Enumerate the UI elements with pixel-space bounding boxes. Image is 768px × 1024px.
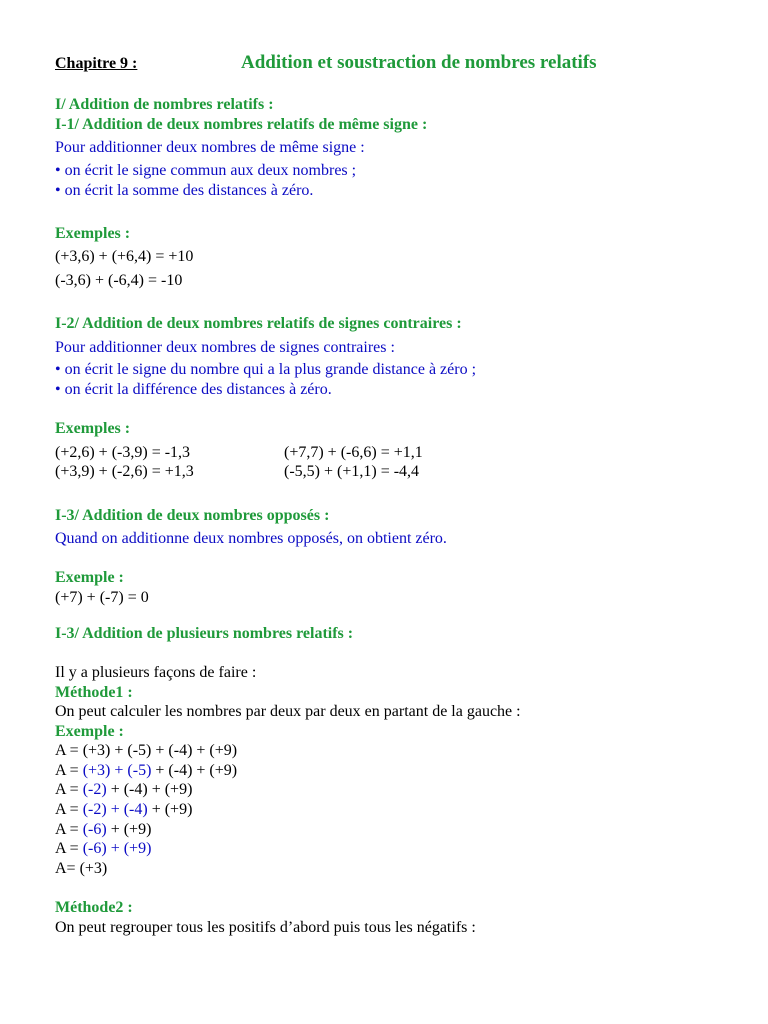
rule-bullet: • on écrit la somme des distances à zéro. xyxy=(55,182,314,199)
highlighted-terms: (-6) xyxy=(82,821,107,838)
highlighted-terms: (-2) + (-4) xyxy=(82,801,148,818)
calc-result: A= (+3) xyxy=(55,860,108,877)
calc-step: A = (-6) + (+9) xyxy=(55,821,152,838)
method2-label: Méthode2 : xyxy=(55,899,133,916)
examples-label: Exemples : xyxy=(55,420,131,437)
calc-step: A = (+3) + (-5) + (-4) + (+9) xyxy=(55,742,238,759)
chapter-label: Chapitre 9 : xyxy=(55,55,138,72)
example-line: (+3,9) + (-2,6) = +1,3 xyxy=(55,463,194,480)
subsection-heading-1-2: I-2/ Addition de deux nombres relatifs de signes contraires : xyxy=(55,315,462,332)
example-line: (-3,6) + (-6,4) = -10 xyxy=(55,272,183,289)
subsection-heading-1-3: I-3/ Addition de deux nombres opposés : xyxy=(55,507,330,524)
rule-intro: Pour additionner deux nombres de même signe : xyxy=(55,139,365,156)
section-heading-1: I/ Addition de nombres relatifs : xyxy=(55,96,274,113)
example-label: Exemple : xyxy=(55,723,124,740)
rule-bullet: • on écrit le signe du nombre qui a la plus grande distance à zéro ; xyxy=(55,361,477,378)
rule-bullet: • on écrit le signe commun aux deux nombres ; xyxy=(55,162,357,179)
examples-label: Exemples : xyxy=(55,225,131,242)
rule-bullet: • on écrit la différence des distances à zéro. xyxy=(55,381,332,398)
example-line: (+7,7) + (-6,6) = +1,1 xyxy=(284,444,423,461)
method1-label: Méthode1 : xyxy=(55,684,133,701)
calc-step: A = (-2) + (-4) + (+9) xyxy=(55,781,193,798)
calc-step: A = (+3) + (-5) + (-4) + (+9) xyxy=(55,762,238,779)
example-line: (+2,6) + (-3,9) = -1,3 xyxy=(55,444,191,461)
page-title: Addition et soustraction de nombres relatifs xyxy=(241,52,597,73)
highlighted-terms: (+3) + (-5) xyxy=(82,762,152,779)
method2-text: On peut regrouper tous les positifs d’abord puis tous les négatifs : xyxy=(55,919,476,936)
highlighted-terms: (-2) xyxy=(82,781,107,798)
example-label: Exemple : xyxy=(55,569,124,586)
subsection-heading-1-4: I-3/ Addition de plusieurs nombres relatifs : xyxy=(55,625,354,642)
example-line: (+3,6) + (+6,4) = +10 xyxy=(55,248,194,265)
subsection-heading-1-1: I-1/ Addition de deux nombres relatifs de même signe : xyxy=(55,116,428,133)
intro-text: Il y a plusieurs façons de faire : xyxy=(55,664,257,681)
calc-step: A = (-6) + (+9) xyxy=(55,840,152,857)
highlighted-terms: (-6) + (+9) xyxy=(82,840,152,857)
method1-text: On peut calculer les nombres par deux par deux en partant de la gauche : xyxy=(55,703,521,720)
example-line: (-5,5) + (+1,1) = -4,4 xyxy=(284,463,420,480)
rule-intro: Pour additionner deux nombres de signes contraires : xyxy=(55,339,395,356)
example-line: (+7) + (-7) = 0 xyxy=(55,589,149,606)
rule-text: Quand on additionne deux nombres opposés, on obtient zéro. xyxy=(55,530,447,547)
calc-step: A = (-2) + (-4) + (+9) xyxy=(55,801,193,818)
